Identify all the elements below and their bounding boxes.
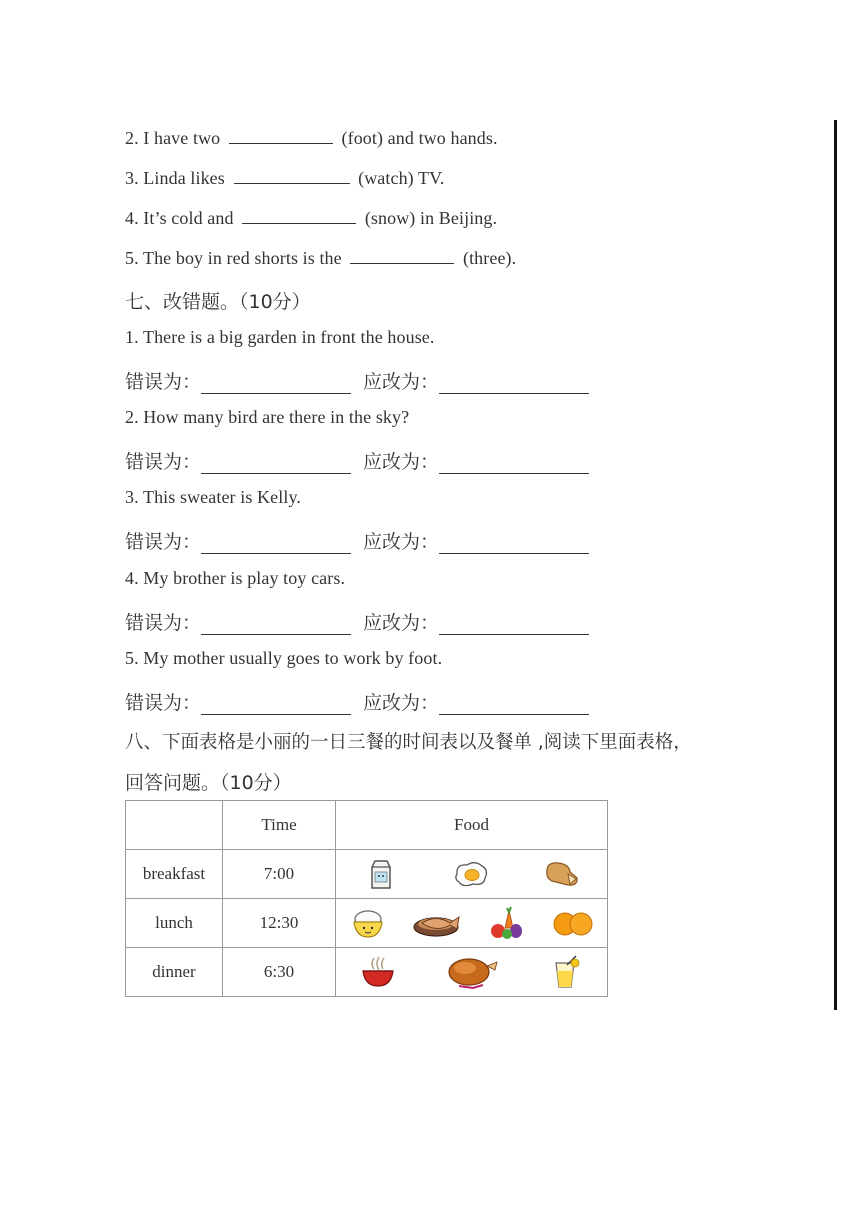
fix-blank[interactable]	[439, 535, 589, 554]
error-blank[interactable]	[201, 696, 351, 715]
error-label: 错误为：	[125, 371, 202, 393]
answer-blank[interactable]	[234, 167, 350, 184]
error-sentence: 5. My mother usually goes to work by foot.	[125, 648, 443, 668]
item-hint: (foot) and two hands.	[341, 128, 498, 148]
rice-bowl-icon	[348, 906, 388, 940]
meal-schedule-table	[125, 800, 608, 997]
meal-cell: breakfast	[126, 850, 223, 899]
error-label: 错误为：	[125, 531, 202, 553]
item-hint: (watch) TV.	[358, 168, 445, 188]
oranges-icon	[551, 906, 595, 940]
time-cell: 12:30	[223, 899, 336, 948]
answer-blank[interactable]	[229, 127, 333, 144]
correction-row	[125, 608, 589, 635]
fill-in-item	[125, 247, 516, 269]
error-label: 错误为：	[125, 692, 202, 714]
error-blank[interactable]	[201, 455, 351, 474]
error-label: 错误为：	[125, 612, 202, 634]
meal-cell: lunch	[126, 899, 223, 948]
item-hint: (three).	[462, 248, 517, 268]
error-sentence: 1. There is a big garden in front the house.	[125, 327, 435, 347]
item-text: 4. It’s cold and	[125, 208, 234, 228]
header-cell-food: Food	[336, 801, 608, 850]
section-8-title: 八、下面表格是小丽的一日三餐的时间表以及餐单 ,阅读下里面表格，	[125, 732, 692, 753]
vegetables-icon	[487, 906, 527, 940]
fill-in-item	[125, 207, 497, 229]
correction-row	[125, 367, 589, 394]
item-text: 2. I have two	[125, 128, 221, 148]
error-sentence: 3. This sweater is Kelly.	[125, 487, 301, 507]
fix-label: 应改为：	[363, 612, 440, 634]
header-cell-empty	[126, 801, 223, 850]
table-header-row	[126, 801, 608, 850]
error-blank[interactable]	[201, 535, 351, 554]
correction-row	[125, 527, 589, 554]
item-hint: (snow) in Beijing.	[364, 208, 498, 228]
time-cell: 6:30	[223, 948, 336, 997]
fix-blank[interactable]	[439, 616, 589, 635]
section-7-title: 七、改错题。（10分）	[125, 291, 311, 313]
fix-label: 应改为：	[363, 371, 440, 393]
roast-chicken-icon	[441, 953, 501, 991]
correction-row	[125, 688, 589, 715]
food-cell	[336, 948, 608, 997]
table-row	[126, 899, 608, 948]
error-sentence: 4. My brother is play toy cars.	[125, 568, 346, 588]
food-cell	[336, 899, 608, 948]
time-cell: 7:00	[223, 850, 336, 899]
page-border-line	[834, 120, 837, 1010]
item-text: 3. Linda likes	[125, 168, 225, 188]
fix-label: 应改为：	[363, 531, 440, 553]
fix-blank[interactable]	[439, 696, 589, 715]
fill-in-item	[125, 167, 445, 189]
juice-icon	[545, 955, 585, 989]
fried-egg-icon	[451, 857, 491, 891]
header-cell-time: Time	[223, 801, 336, 850]
noodles-icon	[358, 955, 398, 989]
fish-dish-icon	[412, 906, 464, 940]
table-row	[126, 850, 608, 899]
fix-blank[interactable]	[439, 375, 589, 394]
error-blank[interactable]	[201, 616, 351, 635]
error-sentence: 2. How many bird are there in the sky?	[125, 407, 410, 427]
bread-icon	[542, 857, 582, 891]
correction-row	[125, 447, 589, 474]
fix-label: 应改为：	[363, 692, 440, 714]
answer-blank[interactable]	[242, 207, 356, 224]
food-cell	[336, 850, 608, 899]
item-text: 5. The boy in red shorts is the	[125, 248, 342, 268]
fix-blank[interactable]	[439, 455, 589, 474]
fill-in-item	[125, 127, 498, 149]
milk-carton-icon	[361, 857, 401, 891]
meal-cell: dinner	[126, 948, 223, 997]
section-8-title-cont: 回答问题。（10分）	[125, 772, 292, 794]
error-blank[interactable]	[201, 375, 351, 394]
fix-label: 应改为：	[363, 451, 440, 473]
answer-blank[interactable]	[350, 247, 454, 264]
table-row	[126, 948, 608, 997]
error-label: 错误为：	[125, 451, 202, 473]
